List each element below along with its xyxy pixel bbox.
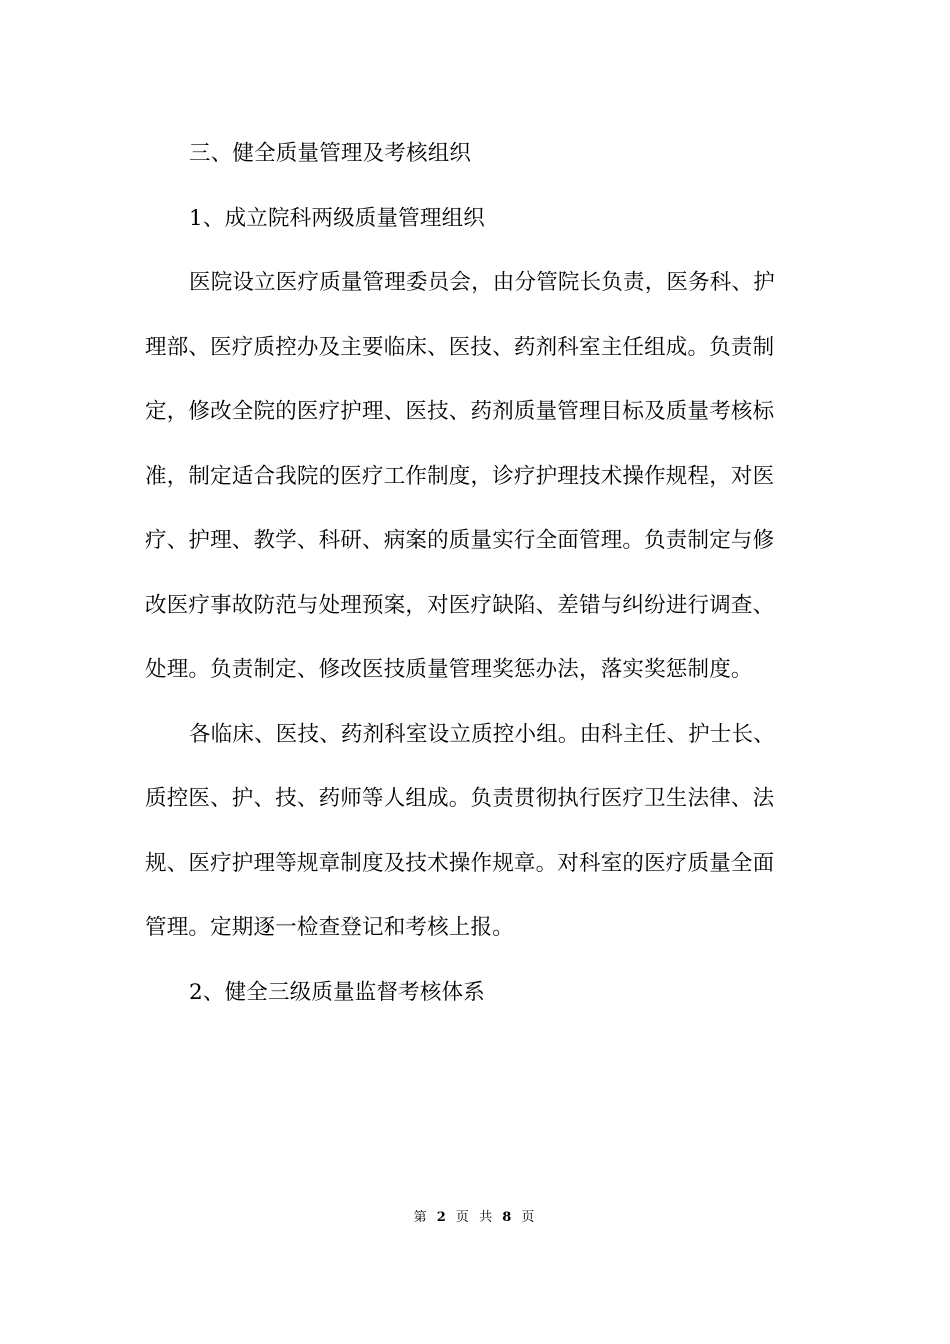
footer-suffix: 页 [521,1210,537,1225]
subsection-heading: 1、成立院科两级质量管理组织 [189,205,485,231]
total-page-number: 8 [502,1210,514,1225]
paragraph-line: 定，修改全院的医疗护理、医技、药剂质量管理目标及质量考核标 [145,399,775,424]
paragraph-line: 各临床、医技、药剂科室设立质控小组。由科主任、护士长、 [189,721,775,747]
footer-page-word: 页 [455,1210,471,1225]
paragraph-line: 规、医疗护理等规章制度及技术操作规章。对科室的医疗质量全面 [145,850,775,876]
section-heading: 三、健全质量管理及考核组织 [189,141,472,166]
paragraph-line: 质控医、护、技、药师等人组成。负责贯彻执行医疗卫生法律、法 [145,786,775,811]
paragraph-line: 理部、医疗质控办及主要临床、医技、药剂科室主任组成。负责制 [145,334,775,360]
subsection-heading: 2、健全三级质量监督考核体系 [189,979,485,1005]
page-number-footer [0,1206,950,1225]
paragraph-line: 医院设立医疗质量管理委员会，由分管院长负责，医务科、护 [189,270,775,295]
paragraph-line: 准，制定适合我院的医疗工作制度，诊疗护理技术操作规程，对医 [145,463,775,489]
footer-prefix: 第 [413,1210,429,1225]
footer-total-word: 共 [479,1210,495,1225]
paragraph-line: 改医疗事故防范与处理预案，对医疗缺陷、差错与纠纷进行调查、 [145,592,775,618]
document-body [145,130,810,1033]
paragraph-line: 疗、护理、教学、科研、病案的质量实行全面管理。负责制定与修 [145,528,775,553]
paragraph-line: 处理。负责制定、修改医技质量管理奖惩办法，落实奖惩制度。 [145,657,753,682]
current-page-number: 2 [436,1210,448,1225]
paragraph-line: 管理。定期逐一检查登记和考核上报。 [145,915,514,940]
